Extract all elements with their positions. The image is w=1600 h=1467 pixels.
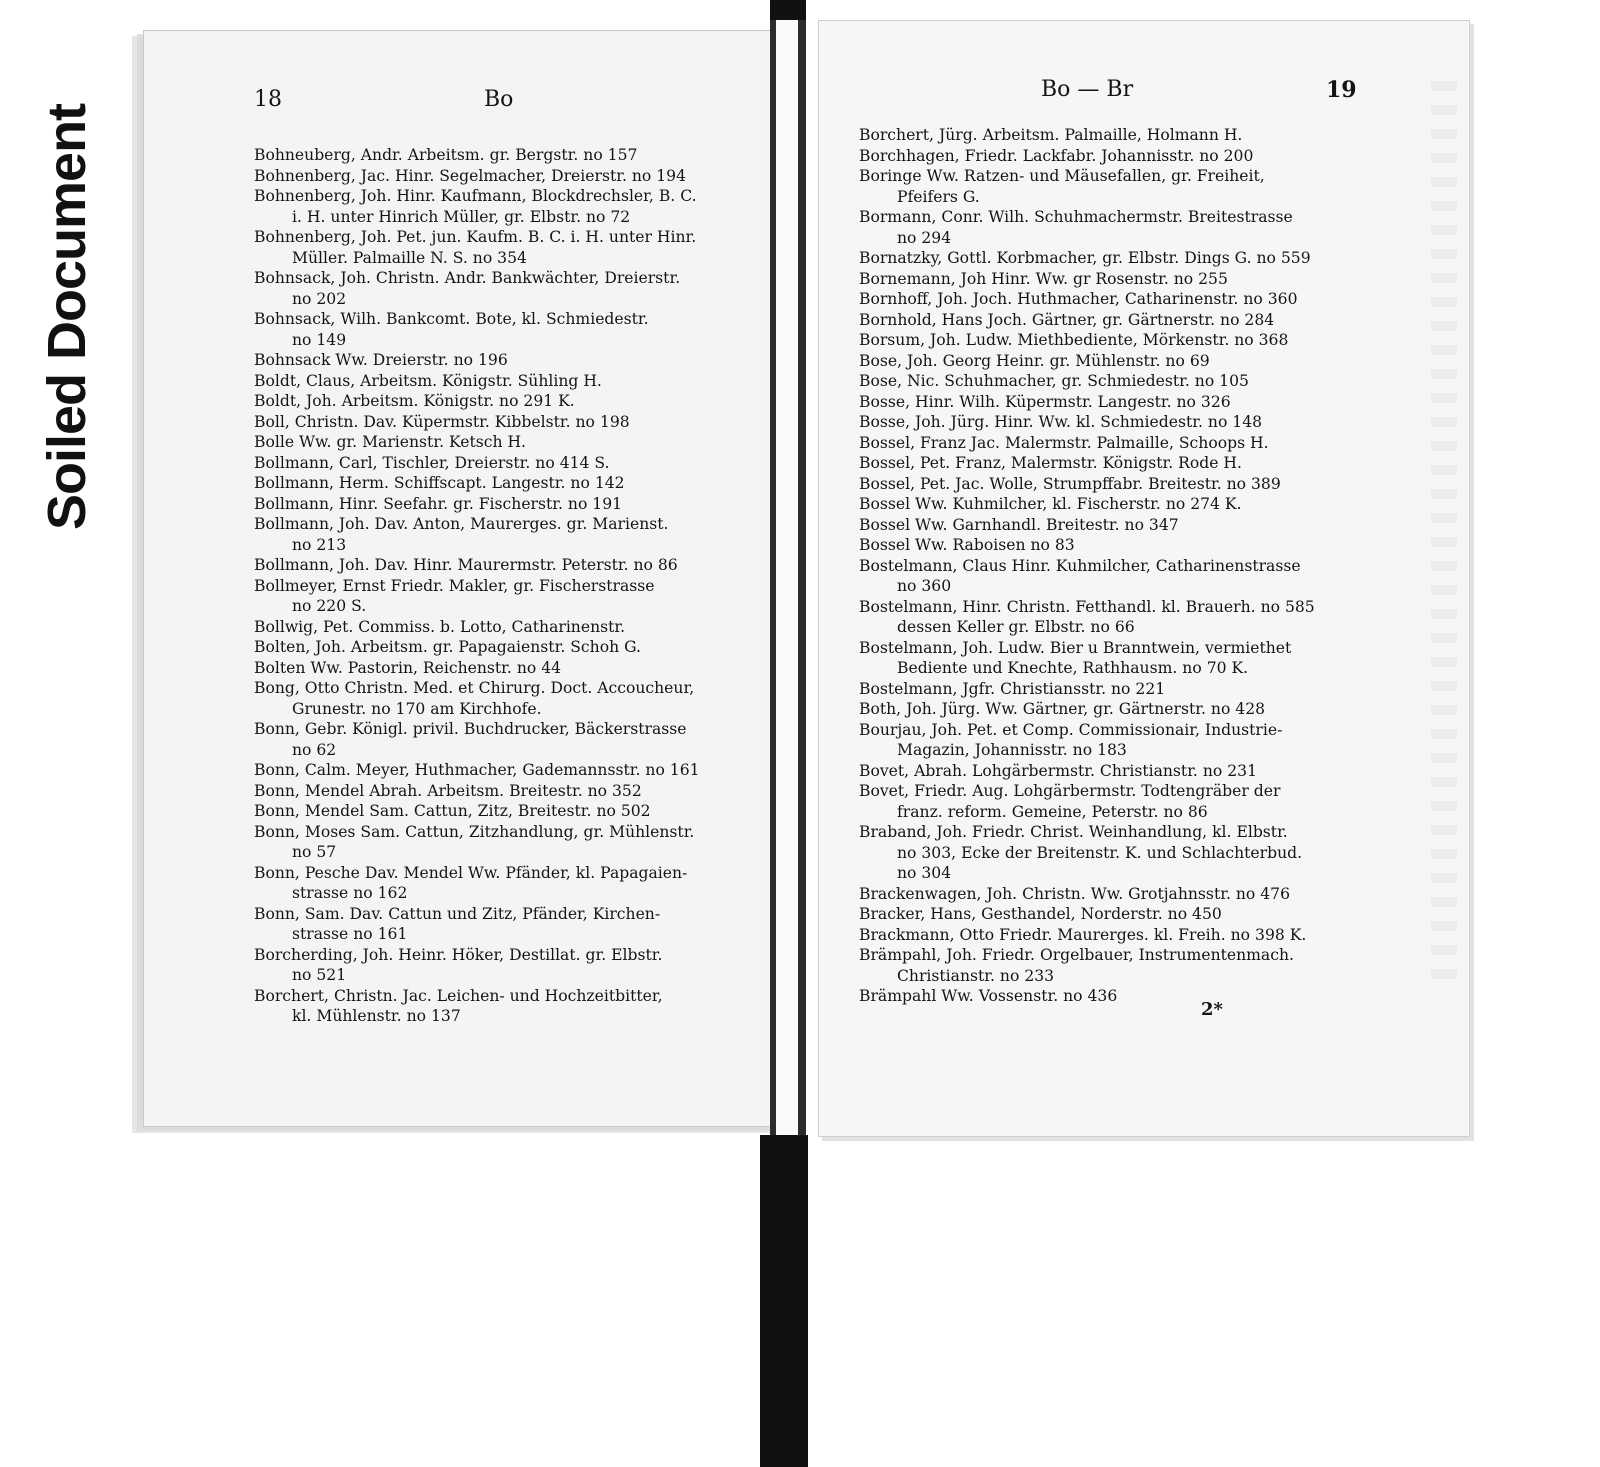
- directory-entry: [859, 699, 1359, 720]
- left-entry-list: [254, 145, 774, 1027]
- entry-line: Bossel Ww. Garnhandl. Breitestr. no 347: [859, 515, 1179, 534]
- directory-entry: [254, 637, 774, 658]
- directory-entry: [859, 412, 1359, 433]
- right-entry-list: [859, 125, 1359, 1007]
- side-label: Soiled Document: [37, 103, 97, 530]
- directory-entry: [254, 494, 774, 515]
- directory-entry: [859, 371, 1359, 392]
- entry-line: Bossel, Pet. Jac. Wolle, Strumpffabr. Breitestr. no 389: [859, 474, 1281, 493]
- directory-entry: [254, 801, 774, 822]
- entry-line: Bostelmann, Hinr. Christn. Fetthandl. kl. Brauerh. no 585: [859, 597, 1315, 616]
- entry-line: Bostelmann, Claus Hinr. Kuhmilcher, Catharinenstrasse: [859, 556, 1301, 575]
- entry-line: Borchhagen, Friedr. Lackfabr. Johannisstr. no 200: [859, 146, 1254, 165]
- signature-mark: 2*: [1201, 999, 1223, 1020]
- directory-entry: [254, 904, 774, 945]
- entry-line: Bong, Otto Christn. Med. et Chirurg. Doct. Accoucheur,: [254, 679, 695, 697]
- entry-line: Bracker, Hans, Gesthandel, Norderstr. no 450: [859, 905, 1222, 923]
- entry-continuation: Bediente und Knechte, Rathhausm. no 70 K.: [897, 659, 1249, 677]
- right-page: [818, 20, 1470, 1137]
- entry-continuation: no 213: [292, 535, 347, 554]
- directory-entry: [859, 494, 1359, 515]
- entry-line: Bohnenberg, Joh. Hinr. Kaufmann, Blockdrechsler, B. C.: [254, 187, 697, 205]
- directory-entry: [254, 719, 774, 760]
- entry-continuation: no 360: [897, 577, 952, 595]
- directory-entry: [254, 576, 774, 617]
- entry-line: Borsum, Joh. Ludw. Miethbediente, Mörkenstr. no 368: [859, 331, 1289, 349]
- directory-entry: [859, 925, 1359, 946]
- entry-line: Brackenwagen, Joh. Christn. Ww. Grotjahnsstr. no 476: [859, 884, 1291, 903]
- directory-entry: [859, 679, 1359, 700]
- directory-entry: [859, 761, 1359, 782]
- entry-continuation: no 202: [292, 289, 347, 308]
- entry-line: Bornatzky, Gottl. Korbmacher, gr. Elbstr. Dings G. no 559: [859, 249, 1311, 267]
- directory-entry: [859, 207, 1359, 248]
- entry-line: Bonn, Gebr. Königl. privil. Buchdrucker, Bäckerstrasse: [254, 720, 687, 738]
- entry-continuation: no 303, Ecke der Breitenstr. K. und Schlachterbud.: [897, 843, 1303, 862]
- entry-line: Bollwig, Pet. Commiss. b. Lotto, Catharinenstr.: [254, 617, 626, 636]
- directory-entry: [254, 945, 774, 986]
- entry-line: Bonn, Sam. Dav. Cattun und Zitz, Pfänder, Kirchen-: [254, 904, 661, 923]
- directory-entry: [859, 904, 1359, 925]
- entry-line: Bonn, Mendel Abrah. Arbeitsm. Breitestr. no 352: [254, 781, 642, 800]
- directory-entry: [859, 720, 1359, 761]
- entry-line: Bolten Ww. Pastorin, Reichenstr. no 44: [254, 658, 562, 677]
- directory-entry: [254, 678, 774, 719]
- book-spine: [760, 0, 796, 1467]
- directory-entry: [859, 166, 1359, 207]
- directory-entry: [254, 309, 774, 350]
- entry-line: Bonn, Moses Sam. Cattun, Zitzhandlung, gr. Mühlenstr.: [254, 822, 695, 841]
- directory-entry: [859, 330, 1359, 351]
- entry-line: Bormann, Conr. Wilh. Schuhmachermstr. Breitestrasse: [859, 208, 1293, 226]
- entry-continuation: strasse no 161: [292, 925, 408, 943]
- entry-line: Bornemann, Joh Hinr. Ww. gr Rosenstr. no 255: [859, 269, 1228, 288]
- directory-entry: [859, 535, 1359, 556]
- directory-entry: [254, 781, 774, 802]
- directory-entry: [254, 186, 774, 227]
- entry-continuation: no 304: [897, 864, 952, 882]
- entry-continuation: Pfeifers G.: [897, 187, 980, 206]
- entry-continuation: no 62: [292, 740, 337, 759]
- entry-line: Bornhoff, Joh. Joch. Huthmacher, Catharinenstr. no 360: [859, 290, 1298, 308]
- directory-entry: [859, 515, 1359, 536]
- entry-line: Bornhold, Hans Joch. Gärtner, gr. Gärtnerstr. no 284: [859, 310, 1275, 329]
- directory-entry: [254, 145, 774, 166]
- entry-line: Bosse, Hinr. Wilh. Küpermstr. Langestr. no 326: [859, 392, 1231, 411]
- entry-line: Bollmann, Herm. Schiffscapt. Langestr. no 142: [254, 474, 625, 492]
- directory-entry: [254, 514, 774, 555]
- entry-line: Bossel, Pet. Franz, Malermstr. Königstr. Rode H.: [859, 454, 1242, 472]
- entry-line: Boldt, Claus, Arbeitsm. Königstr. Sühling H.: [254, 371, 602, 390]
- entry-line: Bossel Ww. Raboisen no 83: [859, 536, 1075, 554]
- directory-entry: [254, 412, 774, 433]
- directory-entry: [859, 597, 1359, 638]
- entry-line: Bose, Joh. Georg Heinr. gr. Mühlenstr. no 69: [859, 351, 1210, 370]
- directory-entry: [859, 781, 1359, 822]
- entry-continuation: Magazin, Johannisstr. no 183: [897, 741, 1127, 759]
- entry-line: Bostelmann, Jgfr. Christiansstr. no 221: [859, 679, 1166, 698]
- entry-line: Bollmann, Joh. Dav. Anton, Maurerges. gr. Marienst.: [254, 515, 669, 533]
- directory-entry: [254, 863, 774, 904]
- directory-entry: [254, 473, 774, 494]
- entry-continuation: Müller. Palmaille N. S. no 354: [292, 248, 527, 267]
- entry-line: Bollmann, Carl, Tischler, Dreierstr. no 414 S.: [254, 453, 610, 472]
- directory-entry: [859, 822, 1359, 884]
- entry-line: Borchert, Jürg. Arbeitsm. Palmaille, Holmann H.: [859, 126, 1243, 144]
- entry-line: Boll, Christn. Dav. Küpermstr. Kibbelstr. no 198: [254, 412, 630, 431]
- entry-continuation: no 521: [292, 966, 347, 984]
- entry-line: Bose, Nic. Schuhmacher, gr. Schmiedestr. no 105: [859, 372, 1249, 390]
- directory-entry: [859, 392, 1359, 413]
- directory-entry: [254, 268, 774, 309]
- entry-continuation: no 220 S.: [292, 597, 367, 615]
- directory-entry: [859, 310, 1359, 331]
- directory-entry: [859, 453, 1359, 474]
- entry-line: Bonn, Calm. Meyer, Huthmacher, Gademannsstr. no 161: [254, 761, 700, 779]
- entry-line: Brackmann, Otto Friedr. Maurerges. kl. Freih. no 398 K.: [859, 925, 1307, 944]
- directory-entry: [859, 125, 1359, 146]
- directory-entry: [254, 432, 774, 453]
- entry-line: Bostelmann, Joh. Ludw. Bier u Branntwein, vermiethet: [859, 638, 1292, 657]
- left-page-header: Bo: [484, 87, 514, 112]
- entry-line: Bovet, Friedr. Aug. Lohgärbermstr. Todtengräber der: [859, 782, 1281, 800]
- entry-line: Bohnenberg, Jac. Hinr. Segelmacher, Dreierstr. no 194: [254, 166, 687, 185]
- bleed-through-shading: [1431, 81, 1457, 981]
- entry-line: Bossel, Franz Jac. Malermstr. Palmaille, Schoops H.: [859, 433, 1269, 452]
- directory-entry: [859, 474, 1359, 495]
- right-page-header: Bo — Br: [1041, 77, 1134, 102]
- entry-continuation: strasse no 162: [292, 884, 408, 902]
- entry-line: Borcherding, Joh. Heinr. Höker, Destillat. gr. Elbstr.: [254, 945, 663, 964]
- entry-line: Bollmann, Hinr. Seefahr. gr. Fischerstr. no 191: [254, 494, 623, 513]
- directory-entry: [254, 371, 774, 392]
- left-page-number: 18: [254, 87, 282, 112]
- entry-continuation: franz. reform. Gemeine, Peterstr. no 86: [897, 802, 1208, 821]
- directory-entry: [859, 146, 1359, 167]
- directory-entry: [254, 453, 774, 474]
- entry-continuation: kl. Mühlenstr. no 137: [292, 1007, 461, 1025]
- directory-entry: [859, 248, 1359, 269]
- directory-entry: [254, 350, 774, 371]
- directory-entry: [254, 227, 774, 268]
- directory-entry: [859, 986, 1359, 1007]
- directory-entry: [859, 556, 1359, 597]
- entry-line: Bohnsack Ww. Dreierstr. no 196: [254, 351, 508, 369]
- entry-line: Bollmeyer, Ernst Friedr. Makler, gr. Fischerstrasse: [254, 576, 655, 595]
- entry-line: Both, Joh. Jürg. Ww. Gärtner, gr. Gärtnerstr. no 428: [859, 700, 1266, 718]
- entry-line: Brämpahl Ww. Vossenstr. no 436: [859, 987, 1118, 1005]
- directory-entry: [254, 166, 774, 187]
- directory-entry: [254, 822, 774, 863]
- entry-line: Boringe Ww. Ratzen- und Mäusefallen, gr. Freiheit,: [859, 167, 1265, 185]
- directory-entry: [254, 555, 774, 576]
- directory-entry: [859, 945, 1359, 986]
- entry-line: Bourjau, Joh. Pet. et Comp. Commissionair, Industrie-: [859, 720, 1283, 739]
- entry-continuation: no 294: [897, 228, 952, 247]
- directory-entry: [254, 658, 774, 679]
- entry-continuation: Grunestr. no 170 am Kirchhofe.: [292, 699, 542, 718]
- directory-entry: [859, 638, 1359, 679]
- entry-continuation: no 57: [292, 843, 337, 861]
- entry-continuation: Christianstr. no 233: [897, 966, 1055, 985]
- directory-entry: [859, 884, 1359, 905]
- directory-entry: [859, 289, 1359, 310]
- directory-entry: [254, 760, 774, 781]
- entry-line: Brämpahl, Joh. Friedr. Orgelbauer, Instrumentenmach.: [859, 946, 1294, 964]
- entry-line: Bonn, Mendel Sam. Cattun, Zitz, Breitestr. no 502: [254, 802, 651, 820]
- entry-continuation: no 149: [292, 330, 347, 349]
- entry-line: Bohnsack, Joh. Christn. Andr. Bankwächter, Dreierstr.: [254, 269, 681, 287]
- entry-line: Braband, Joh. Friedr. Christ. Weinhandlung, kl. Elbstr.: [859, 823, 1288, 841]
- open-book: [143, 20, 1473, 1140]
- directory-entry: [859, 269, 1359, 290]
- entry-line: Bovet, Abrah. Lohgärbermstr. Christianstr. no 231: [859, 761, 1257, 780]
- entry-line: Bolle Ww. gr. Marienstr. Ketsch H.: [254, 433, 526, 451]
- directory-entry: [859, 351, 1359, 372]
- entry-continuation: i. H. unter Hinrich Müller, gr. Elbstr. no 72: [292, 207, 631, 226]
- entry-line: Borchert, Christn. Jac. Leichen- und Hochzeitbitter,: [254, 986, 663, 1005]
- entry-line: Bolten, Joh. Arbeitsm. gr. Papagaienstr. Schoh G.: [254, 638, 641, 656]
- directory-entry: [254, 617, 774, 638]
- entry-continuation: dessen Keller gr. Elbstr. no 66: [897, 618, 1135, 636]
- entry-line: Bosse, Joh. Jürg. Hinr. Ww. kl. Schmiedestr. no 148: [859, 413, 1263, 431]
- entry-line: Bohnsack, Wilh. Bankcomt. Bote, kl. Schmiedestr.: [254, 310, 649, 328]
- directory-entry: [254, 986, 774, 1027]
- directory-entry: [254, 391, 774, 412]
- entry-line: Bohnenberg, Joh. Pet. jun. Kaufm. B. C. i. H. unter Hinr.: [254, 228, 697, 246]
- directory-entry: [859, 433, 1359, 454]
- right-page-number: 19: [1326, 77, 1357, 103]
- entry-line: Boldt, Joh. Arbeitsm. Königstr. no 291 K.: [254, 392, 575, 410]
- left-page: [143, 30, 805, 1127]
- entry-line: Bohneuberg, Andr. Arbeitsm. gr. Bergstr. no 157: [254, 146, 638, 164]
- entry-line: Bollmann, Joh. Dav. Hinr. Maurermstr. Peterstr. no 86: [254, 556, 678, 574]
- entry-line: Bossel Ww. Kuhmilcher, kl. Fischerstr. no 274 K.: [859, 495, 1242, 513]
- entry-line: Bonn, Pesche Dav. Mendel Ww. Pfänder, kl. Papagaien-: [254, 863, 688, 882]
